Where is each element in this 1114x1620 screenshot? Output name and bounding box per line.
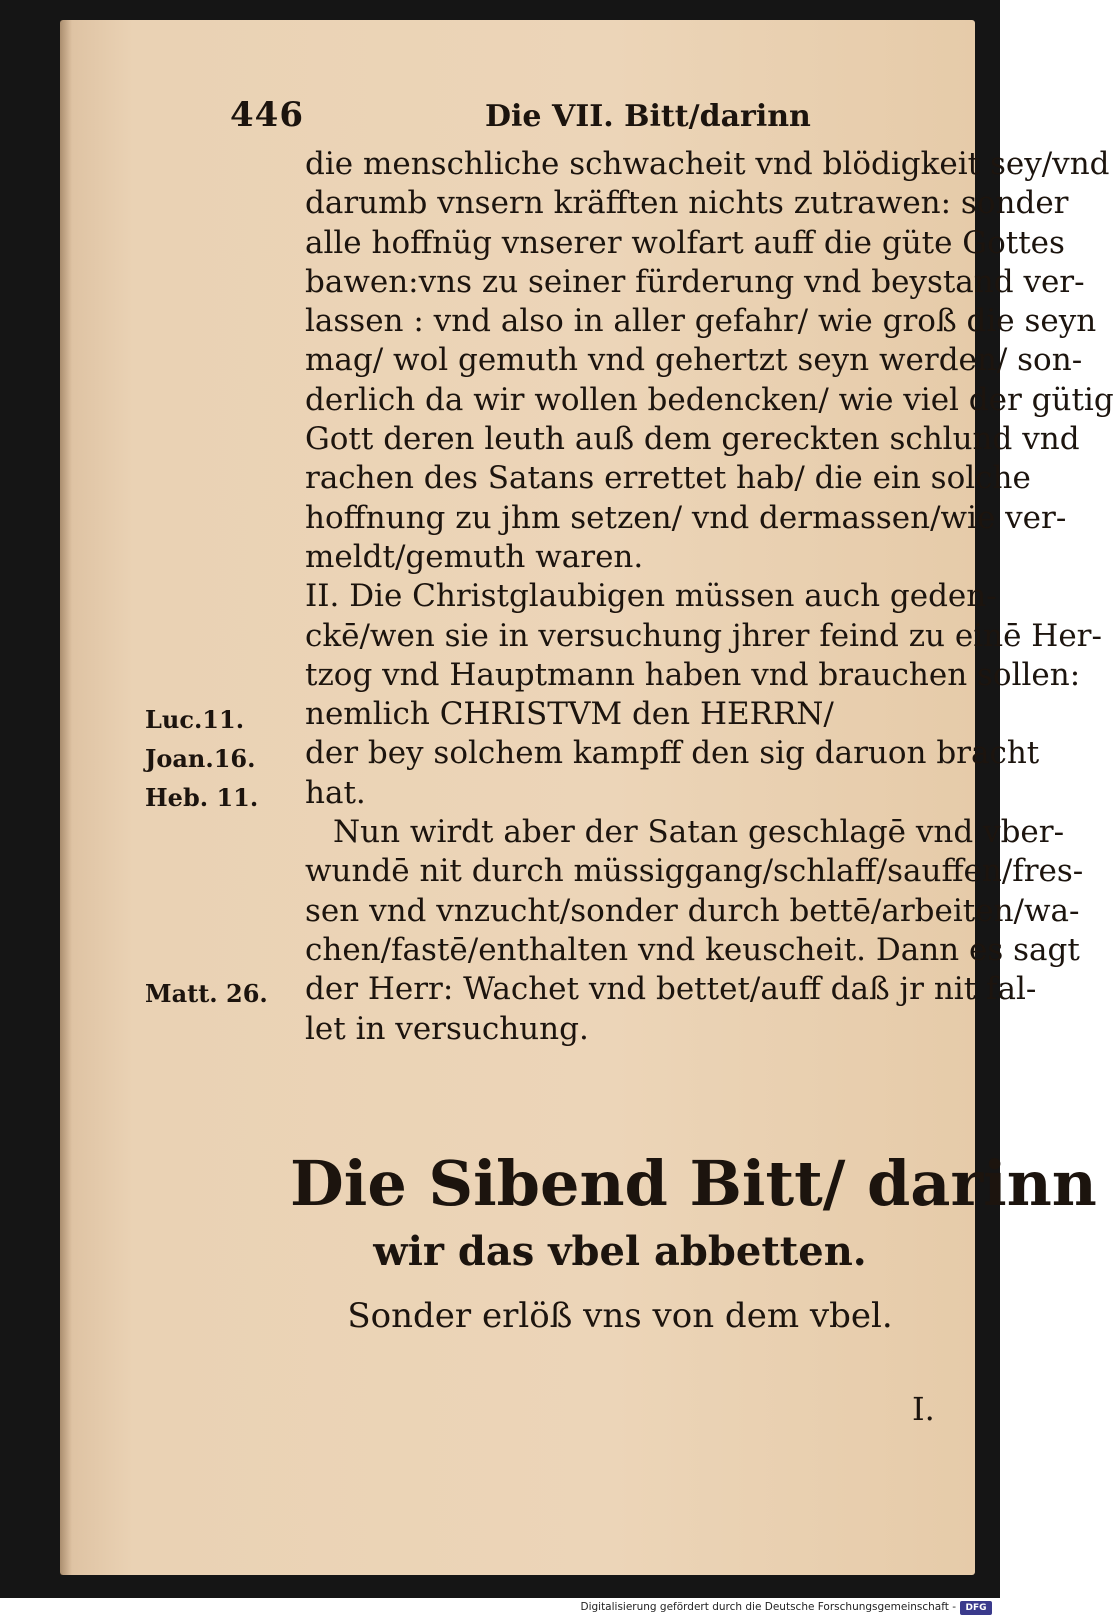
text-line: der Herr: Wachet vnd bettet/auff daß jr nit fal-: [305, 971, 1037, 1008]
text-line: bawen:vns zu seiner fürderung vnd beystand ver-: [305, 263, 1085, 300]
text-line: hat.: [305, 774, 366, 811]
page-header: [230, 95, 930, 145]
text-line: chen/fastē/enthalten vnd keuscheit. Dann es sagt: [305, 931, 1080, 968]
section-number: I.: [912, 1390, 935, 1428]
text-line: II. Die Christglaubigen müssen auch geden-: [305, 578, 997, 615]
text-line: der bey solchem kampff den sig daruon bracht: [305, 735, 1040, 772]
text-line: alle hoffnüg vnserer wolfart auff die güte Gottes: [305, 224, 1065, 261]
text-line: tzog vnd Hauptmann haben vnd brauchen sollen:: [305, 656, 1081, 693]
text-line: meldt/gemuth waren.: [305, 538, 644, 575]
text-line: mag/ wol gemuth vnd gehertzt seyn werden/ son-: [305, 342, 1083, 379]
text-line: Nun wirdt aber der Satan geschlagē vnd vber-: [333, 814, 1065, 851]
text-line: derlich da wir wollen bedencken/ wie viel der gütig: [305, 381, 1114, 418]
margin-note: Matt. 26.: [145, 979, 268, 1008]
dfg-logo-icon: DFG: [960, 1601, 992, 1615]
text-line: die menschliche schwacheit vnd blödigkeit sey/vnd: [305, 146, 1110, 182]
text-line: lassen : vnd also in aller gefahr/ wie groß die seyn: [305, 303, 1097, 340]
text-line: rachen des Satans errettet hab/ die ein solche: [305, 460, 1031, 497]
footer-credit: Digitalisierung gefördert durch die Deutsche Forschungsgemeinschaft -: [580, 1601, 956, 1613]
section-title-main: Die Sibend Bitt/ darinn: [290, 1147, 1097, 1220]
text-line: Gott deren leuth auß dem gereckten schlund vnd: [305, 421, 1080, 458]
text-line: darumb vnsern kräfften nichts zutrawen: sonder: [305, 185, 1069, 222]
digitization-footer: [0, 1598, 1000, 1620]
page-number: 446: [230, 95, 304, 135]
text-line: nemlich CHRISTVM den HERRN/: [305, 696, 834, 733]
text-line: sen vnd vnzucht/sonder durch bettē/arbeiten/wa-: [305, 892, 1080, 929]
text-line: wundē nit durch müssiggang/schlaff/sauffen/fres-: [305, 853, 1084, 890]
section-title: [290, 1145, 1097, 1347]
page-gutter-shadow: [60, 20, 72, 1575]
text-line: hoffnung zu jhm setzen/ vnd dermassen/wie ver-: [305, 499, 1067, 536]
margin-note: Heb. 11.: [145, 783, 259, 812]
text-line: ckē/wen sie in versuchung jhrer feind zu einē Her-: [305, 617, 1102, 654]
text-line: let in versuchung.: [305, 1010, 589, 1047]
margin-note: Joan.16.: [145, 744, 256, 773]
running-head: Die VII. Bitt/darinn: [485, 99, 811, 134]
body-text: [305, 145, 1114, 1049]
margin-note: Luc.11.: [145, 705, 245, 734]
section-title-sub: wir das vbel abbetten.: [373, 1228, 867, 1275]
petition-text: Sonder erlöß vns von dem vbel.: [347, 1296, 893, 1336]
